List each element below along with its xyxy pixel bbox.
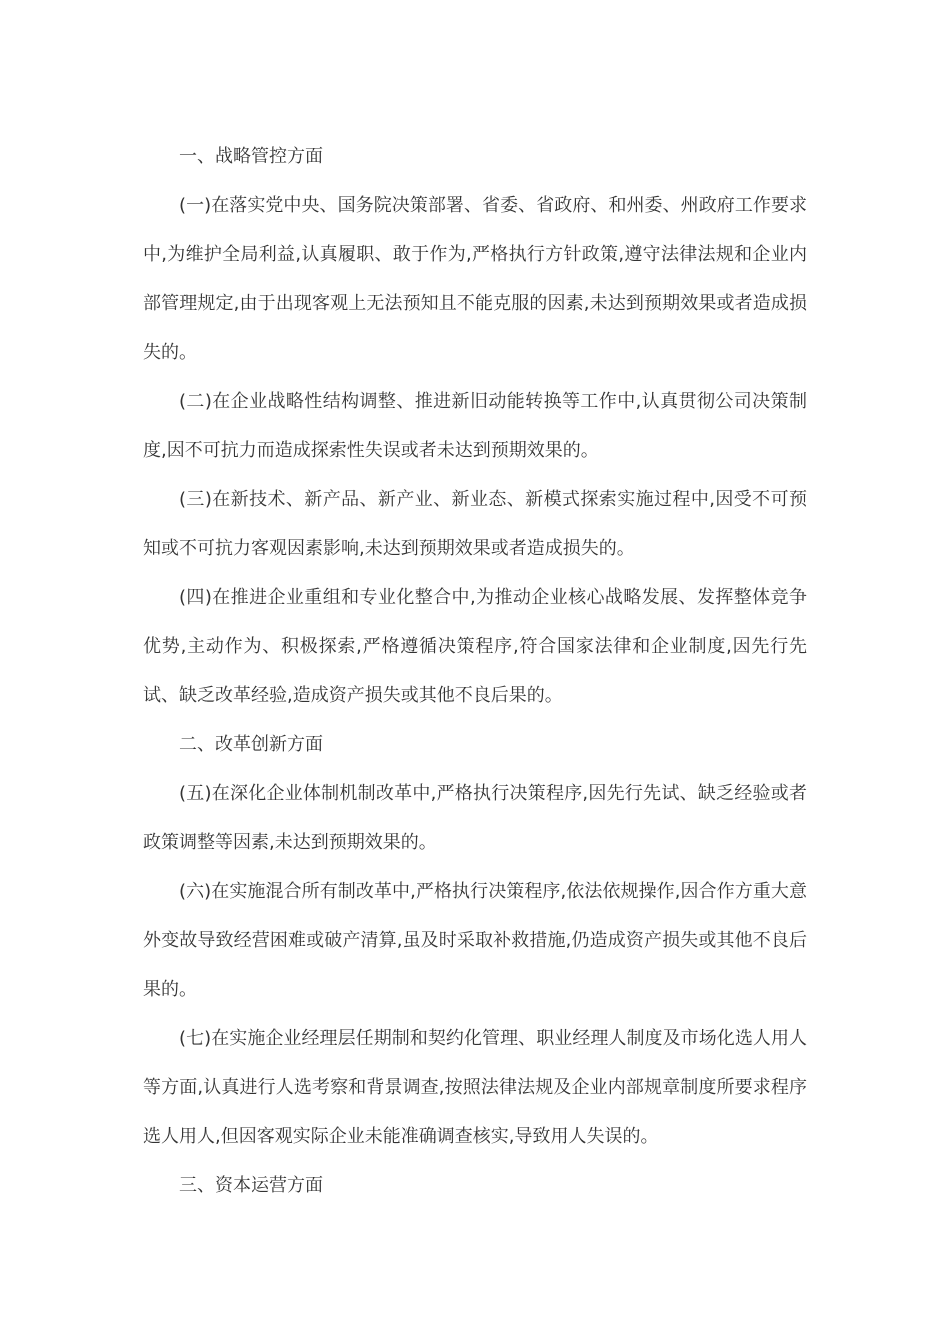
paragraph-item-4: (四)在推进企业重组和专业化整合中,为推动企业核心战略发展、发挥整体竞争优势,主动作为、积极探索,严格遵循决策程序,符合国家法律和企业制度,因先行先试、缺乏改革经验,造成资产损失或其他不良后果的。: [143, 587, 807, 706]
paragraph-item-3: (三)在新技术、新产品、新产业、新业态、新模式探索实施过程中,因受不可预知或不可抗力客观因素影响,未达到预期效果或者造成损失的。: [143, 489, 807, 559]
paragraph-item-1: (一)在落实党中央、国务院决策部署、省委、省政府、和州委、州政府工作要求中,为维护全局利益,认真履职、敢于作为,严格执行方针政策,遵守法律法规和企业内部管理规定,由于出现客观上无法预知且不能克服的因素,未达到预期效果或者造成损失的。: [143, 195, 807, 363]
section-heading-strategy: 一、战略管控方面: [179, 146, 323, 167]
paragraph-item-7: (七)在实施企业经理层任期制和契约化管理、职业经理人制度及市场化选人用人等方面,认真进行人选考察和背景调查,按照法律法规及企业内部规章制度所要求程序选人用人,但因客观实际企业未能准确调查核实,导致用人失误的。: [143, 1028, 807, 1147]
paragraph-item-2: (二)在企业战略性结构调整、推进新旧动能转换等工作中,认真贯彻公司决策制度,因不可抗力而造成探索性失误或者未达到预期效果的。: [143, 391, 807, 461]
paragraph-item-5: (五)在深化企业体制机制改革中,严格执行决策程序,因先行先试、缺乏经验或者政策调整等因素,未达到预期效果的。: [143, 783, 807, 853]
section-heading-capital: 三、资本运营方面: [179, 1175, 323, 1196]
section-heading-reform: 二、改革创新方面: [179, 734, 323, 755]
document-body: [143, 132, 807, 1210]
paragraph-item-6: (六)在实施混合所有制改革中,严格执行决策程序,依法依规操作,因合作方重大意外变故导致经营困难或破产清算,虽及时采取补救措施,仍造成资产损失或其他不良后果的。: [143, 881, 807, 1000]
